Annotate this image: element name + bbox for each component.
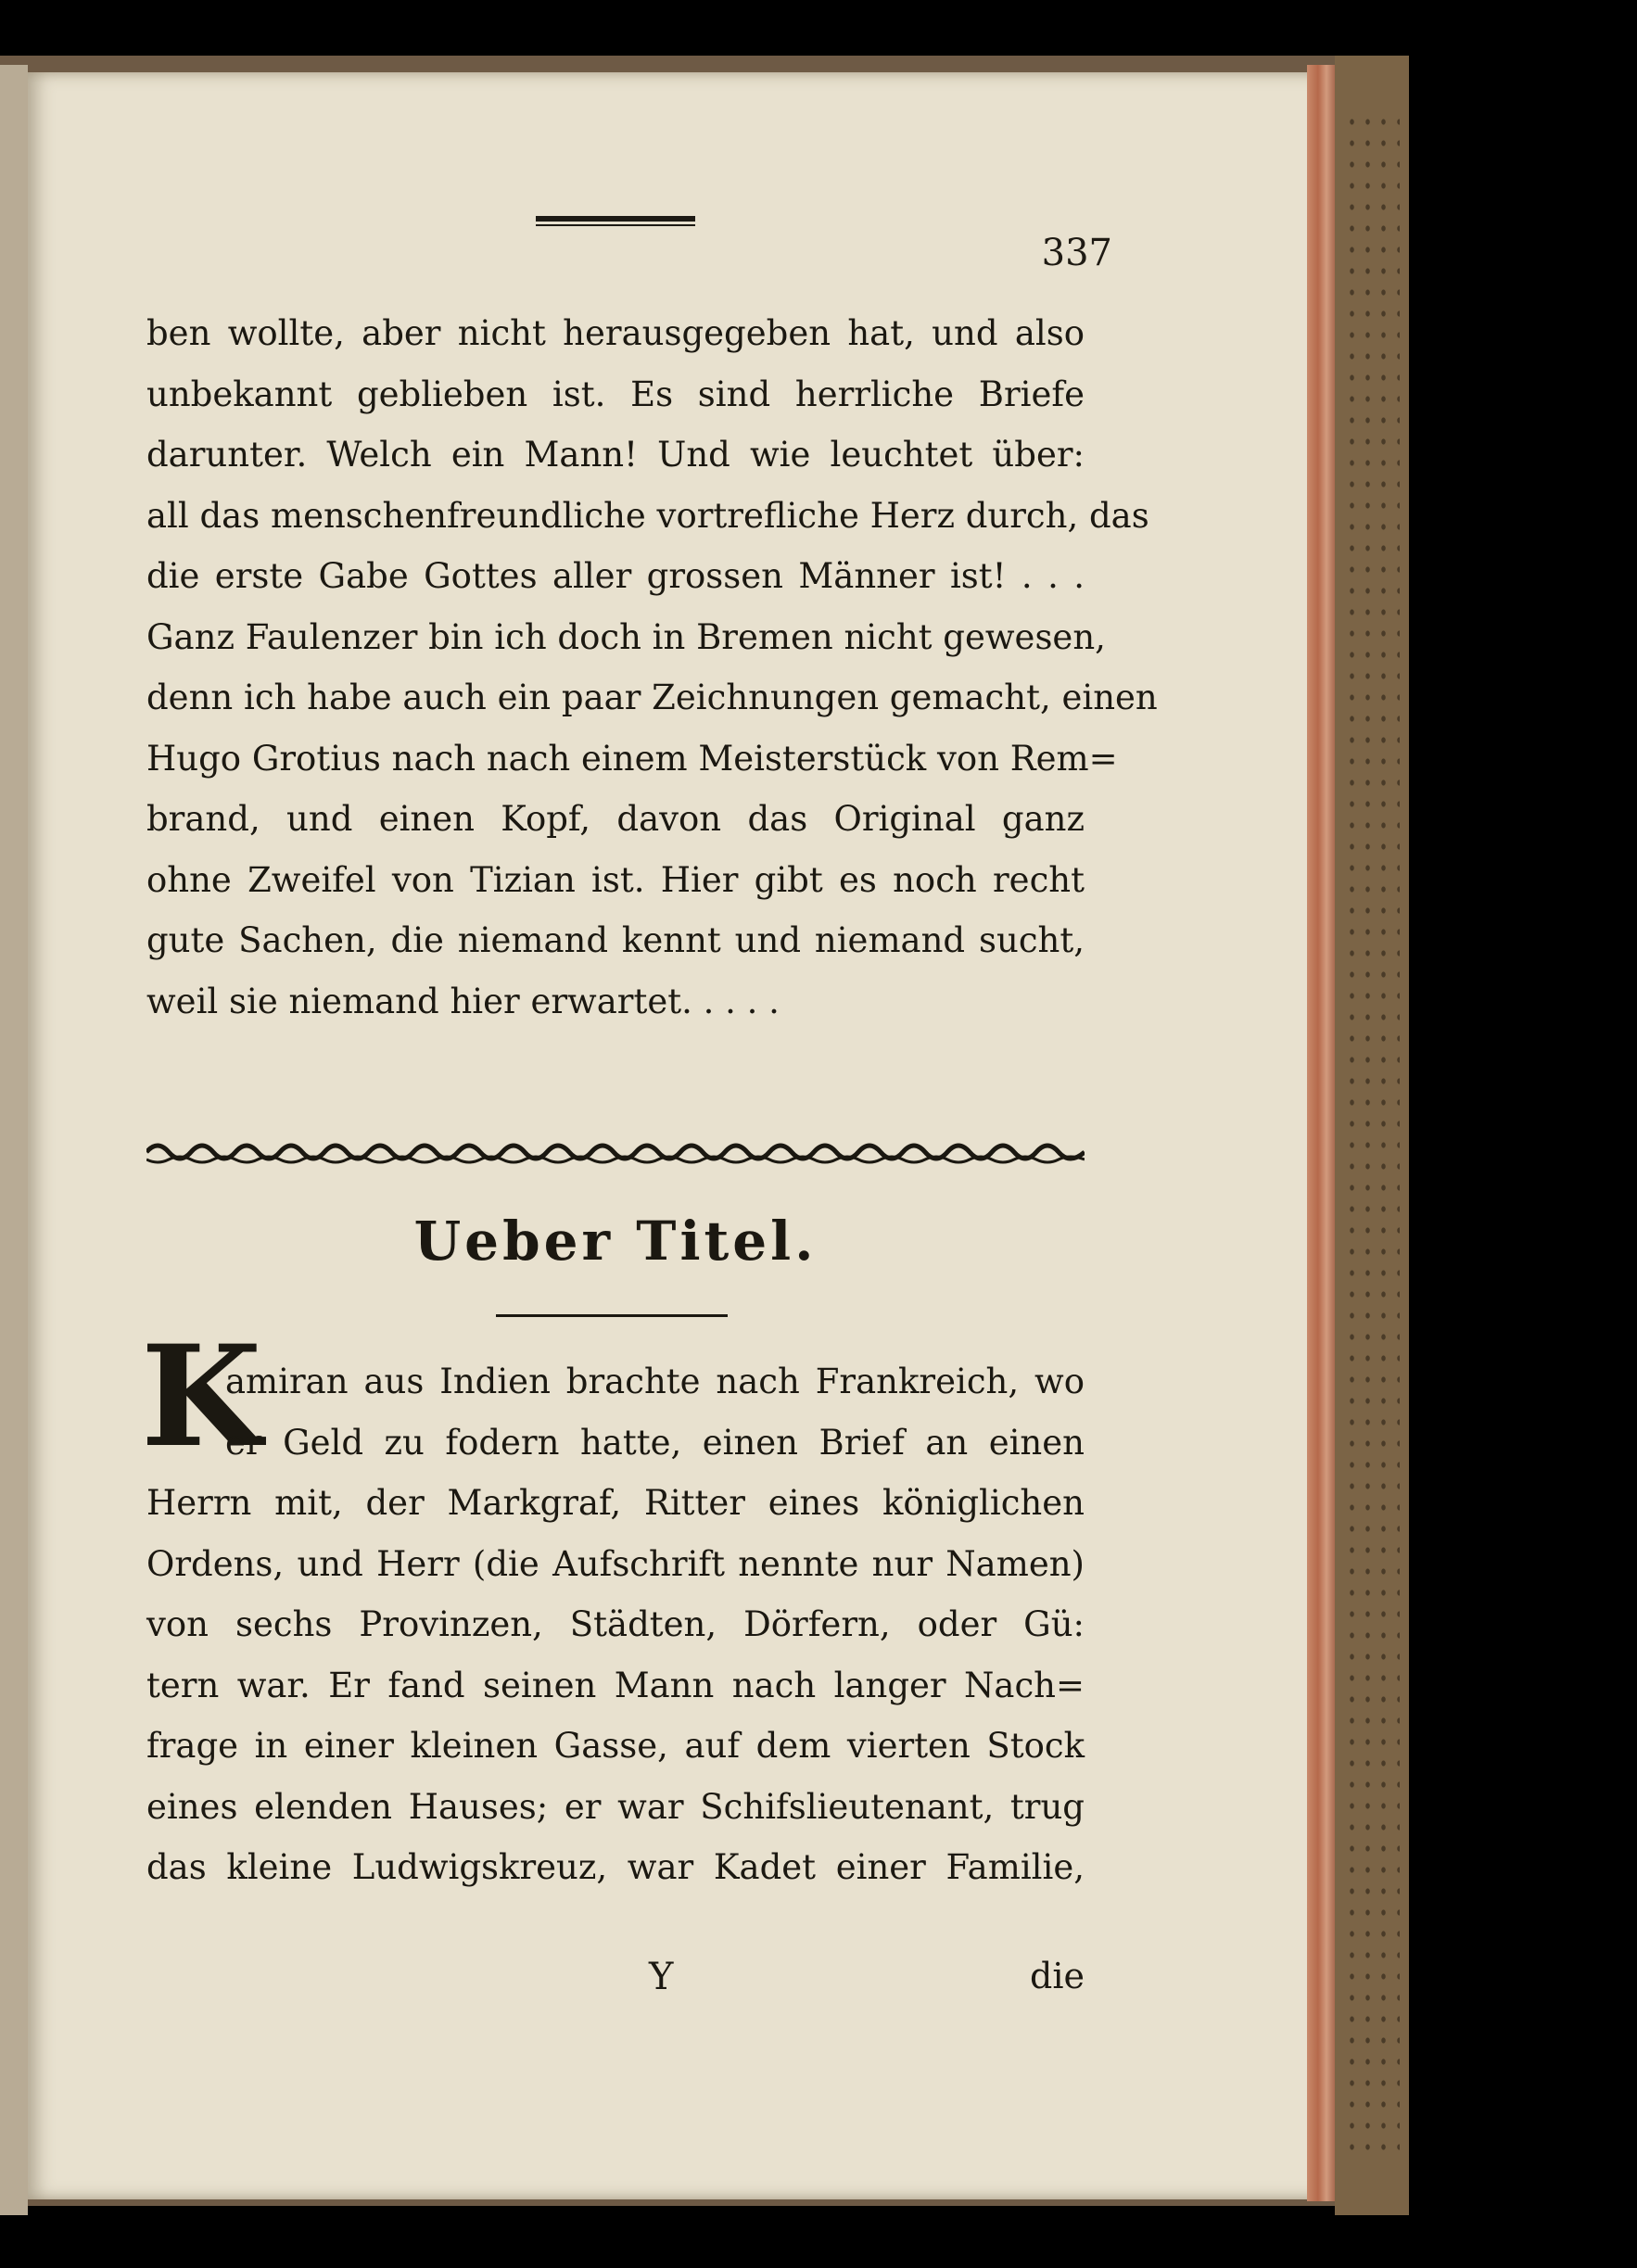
text-line: ben wollte, aber nicht herausgegeben hat, und also	[146, 313, 1085, 353]
text-line: Hugo Grotius nach nach einem Meisterstück von Rem=	[146, 738, 1118, 779]
text-line: ohne Zweifel von Tizian ist. Hier gibt es noch recht	[146, 859, 1085, 900]
section-heading: Ueber Titel.	[413, 1210, 818, 1273]
text-line: er Geld zu fodern hatte, einen Brief an einen	[225, 1422, 1085, 1463]
ornament-divider	[146, 1134, 1085, 1171]
text-line: brand, und einen Kopf, davon das Original ganz	[146, 799, 1085, 839]
header-rule	[536, 216, 695, 226]
signature-mark: Y	[649, 1956, 674, 1998]
text-line: darunter. Welch ein Mann! Und wie leuchtet über:	[146, 435, 1085, 475]
text-line: denn ich habe auch ein paar Zeichnungen gemacht, einen	[146, 678, 1158, 717]
text-line: all das menschenfreundliche vortrefliche Herz durch, das	[146, 495, 1149, 536]
text-line: amiran aus Indien brachte nach Frankreich, wo	[225, 1362, 1085, 1401]
text-line: Ganz Faulenzer bin ich doch in Bremen nicht gewesen,	[146, 616, 1106, 657]
text-line: frage in einer kleinen Gasse, auf dem vierten Stock	[146, 1726, 1085, 1766]
text-line: tern war. Er fand seinen Mann nach langer Nach=	[146, 1665, 1085, 1705]
text-line: eines elenden Hauses; er war Schifslieutenant, trug	[146, 1786, 1085, 1827]
text-line: unbekannt geblieben ist. Es sind herrliche Briefe	[146, 374, 1085, 414]
text-line: Herrn mit, der Markgraf, Ritter eines königlichen	[146, 1483, 1085, 1523]
paragraph-2	[146, 1351, 1085, 1898]
text-line: weil sie niemand hier erwartet. . . . .	[146, 981, 780, 1021]
text-line: die erste Gabe Gottes aller grossen Männer ist! . . .	[146, 556, 1085, 596]
text-line: das kleine Ludwigskreuz, war Kadet einer Familie,	[146, 1847, 1085, 1887]
text-line: von sechs Provinzen, Städten, Dörfern, oder Gü:	[146, 1604, 1085, 1644]
cover-texture	[1344, 111, 1400, 2150]
heading-rule	[496, 1314, 728, 1317]
drop-cap: K	[141, 1315, 262, 1478]
text-line: Ordens, und Herr (die Aufschrift nennte nur Namen)	[146, 1543, 1085, 1584]
text-line: gute Sachen, die niemand kennt und niemand sucht,	[146, 920, 1085, 960]
left-page-strip	[0, 65, 28, 2215]
catchword: die	[1030, 1956, 1085, 1996]
page-number: 337	[1041, 232, 1112, 274]
paragraph-1	[146, 303, 1158, 1032]
page-fore-edge	[1307, 65, 1335, 2201]
